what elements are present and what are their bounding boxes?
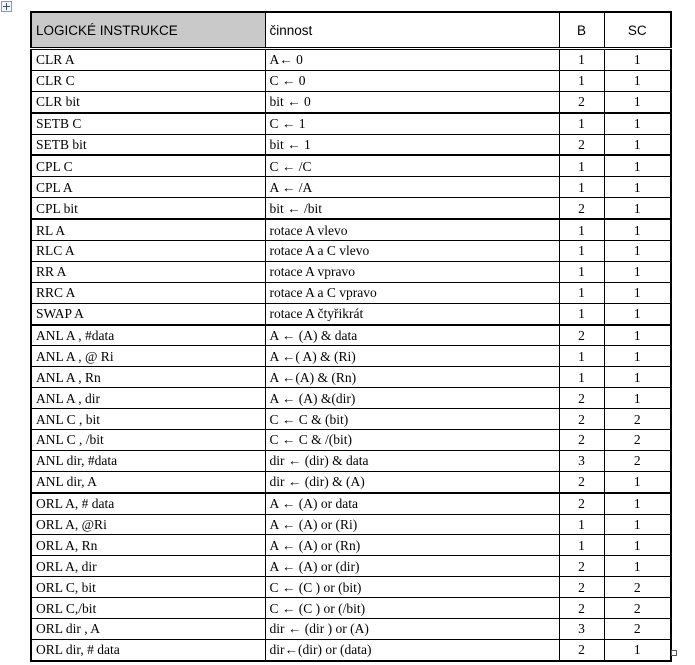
cycles-cell: 1: [604, 261, 671, 282]
instruction-cell: ORL dir, # data: [31, 639, 265, 660]
instruction-cell: CLR bit: [31, 91, 265, 112]
action-cell: dir ← (dir ) or (A): [265, 619, 559, 640]
table-row: [31, 619, 671, 640]
table-row: [31, 134, 671, 155]
cycles-cell: 1: [604, 155, 671, 176]
cycles-cell: 1: [604, 70, 671, 91]
cycles-cell: 1: [604, 241, 671, 262]
cycles-cell: 1: [604, 535, 671, 556]
table-row: [31, 577, 671, 598]
cycles-cell: 1: [604, 325, 671, 346]
instruction-cell: SETB bit: [31, 134, 265, 155]
bytes-cell: 1: [559, 367, 604, 388]
logic-instructions-table: [30, 11, 672, 662]
action-cell: dir ← (dir) & (A): [265, 471, 559, 492]
cycles-cell: 2: [604, 619, 671, 640]
bytes-cell: 1: [559, 241, 604, 262]
table-body: [31, 49, 671, 661]
instruction-cell: RL A: [31, 219, 265, 240]
action-cell: dir←(dir) or (data): [265, 639, 559, 660]
cycles-cell: 1: [604, 177, 671, 198]
table-header-row: [31, 12, 671, 49]
table-resize-handle[interactable]: [671, 650, 677, 656]
bytes-cell: 2: [559, 198, 604, 219]
action-cell: A ← (A) or (Rn): [265, 535, 559, 556]
table-row: [31, 198, 671, 219]
action-cell: bit ← 0: [265, 91, 559, 112]
instruction-cell: RLC A: [31, 241, 265, 262]
table-row: [31, 282, 671, 303]
header-bytes: B: [559, 12, 604, 49]
action-cell: C ← (C ) or (bit): [265, 577, 559, 598]
table-row: [31, 514, 671, 535]
action-cell: A ← (A) or data: [265, 493, 559, 514]
bytes-cell: 2: [559, 91, 604, 112]
instruction-cell: ANL dir, A: [31, 471, 265, 492]
table-row: [31, 535, 671, 556]
bytes-cell: 2: [559, 598, 604, 619]
header-cycles: SC: [604, 12, 671, 49]
table-row: [31, 409, 671, 430]
instruction-cell: ANL dir, #data: [31, 450, 265, 471]
action-cell: rotace A vpravo: [265, 261, 559, 282]
instruction-cell: ORL dir , A: [31, 619, 265, 640]
table-row: [31, 346, 671, 367]
action-cell: A ←( A) & (Ri): [265, 346, 559, 367]
instruction-cell: ANL C , /bit: [31, 430, 265, 451]
cycles-cell: 1: [604, 49, 671, 71]
bytes-cell: 2: [559, 639, 604, 660]
action-cell: A ← (A) &(dir): [265, 388, 559, 409]
cycles-cell: 1: [604, 471, 671, 492]
bytes-cell: 1: [559, 219, 604, 240]
bytes-cell: 2: [559, 577, 604, 598]
bytes-cell: 2: [559, 430, 604, 451]
action-cell: dir ← (dir) & data: [265, 450, 559, 471]
table-row: [31, 450, 671, 471]
cycles-cell: 1: [604, 282, 671, 303]
instruction-cell: CLR C: [31, 70, 265, 91]
instruction-cell: ANL A , Rn: [31, 367, 265, 388]
cycles-cell: 1: [604, 303, 671, 324]
action-cell: A ← (A) & data: [265, 325, 559, 346]
bytes-cell: 2: [559, 493, 604, 514]
bytes-cell: 3: [559, 450, 604, 471]
cycles-cell: 1: [604, 514, 671, 535]
action-cell: C ← C & /(bit): [265, 430, 559, 451]
instruction-cell: CPL A: [31, 177, 265, 198]
cycles-cell: 2: [604, 450, 671, 471]
bytes-cell: 2: [559, 134, 604, 155]
bytes-cell: 2: [559, 409, 604, 430]
table-row: [31, 493, 671, 514]
bytes-cell: 1: [559, 261, 604, 282]
action-cell: A ← (A) or (Ri): [265, 514, 559, 535]
bytes-cell: 1: [559, 535, 604, 556]
cycles-cell: 1: [604, 367, 671, 388]
cycles-cell: 1: [604, 556, 671, 577]
cycles-cell: 1: [604, 639, 671, 660]
action-cell: A ←(A) & (Rn): [265, 367, 559, 388]
table-row: [31, 471, 671, 492]
instruction-cell: SWAP A: [31, 303, 265, 324]
instruction-cell: ANL A , dir: [31, 388, 265, 409]
bytes-cell: 2: [559, 471, 604, 492]
bytes-cell: 3: [559, 619, 604, 640]
instruction-cell: ORL A, Rn: [31, 535, 265, 556]
instruction-cell: ORL A, # data: [31, 493, 265, 514]
bytes-cell: 1: [559, 155, 604, 176]
action-cell: rotace A vlevo: [265, 219, 559, 240]
table-row: [31, 49, 671, 71]
bytes-cell: 1: [559, 346, 604, 367]
action-cell: C ← /C: [265, 155, 559, 176]
cycles-cell: 2: [604, 430, 671, 451]
table-move-handle-icon[interactable]: [1, 1, 12, 12]
table-row: [31, 219, 671, 240]
bytes-cell: 1: [559, 113, 604, 134]
instruction-cell: RR A: [31, 261, 265, 282]
action-cell: bit ← /bit: [265, 198, 559, 219]
action-cell: C ← 1: [265, 113, 559, 134]
table-row: [31, 70, 671, 91]
instruction-cell: RRC A: [31, 282, 265, 303]
action-cell: rotace A a C vlevo: [265, 241, 559, 262]
table-row: [31, 155, 671, 176]
bytes-cell: 2: [559, 388, 604, 409]
instruction-cell: SETB C: [31, 113, 265, 134]
bytes-cell: 1: [559, 514, 604, 535]
cycles-cell: 1: [604, 493, 671, 514]
cycles-cell: 1: [604, 134, 671, 155]
table-row: [31, 177, 671, 198]
action-cell: A ← (A) or (dir): [265, 556, 559, 577]
action-cell: A← 0: [265, 49, 559, 71]
table-row: [31, 325, 671, 346]
cycles-cell: 1: [604, 388, 671, 409]
bytes-cell: 1: [559, 70, 604, 91]
bytes-cell: 2: [559, 325, 604, 346]
header-instructions: LOGICKÉ INSTRUKCE: [31, 12, 265, 49]
table-row: [31, 639, 671, 660]
action-cell: C ← C & (bit): [265, 409, 559, 430]
table-row: [31, 113, 671, 134]
table-row: [31, 241, 671, 262]
table-row: [31, 91, 671, 112]
action-cell: rotace A čtyřikrát: [265, 303, 559, 324]
cycles-cell: 1: [604, 113, 671, 134]
table-row: [31, 598, 671, 619]
table-row: [31, 388, 671, 409]
instruction-cell: CPL bit: [31, 198, 265, 219]
action-cell: bit ← 1: [265, 134, 559, 155]
bytes-cell: 1: [559, 49, 604, 71]
table-row: [31, 261, 671, 282]
instruction-cell: ANL A , @ Ri: [31, 346, 265, 367]
cycles-cell: 2: [604, 409, 671, 430]
cycles-cell: 1: [604, 198, 671, 219]
table-row: [31, 430, 671, 451]
action-cell: C ← (C ) or (/bit): [265, 598, 559, 619]
bytes-cell: 2: [559, 556, 604, 577]
instruction-cell: CPL C: [31, 155, 265, 176]
bytes-cell: 1: [559, 303, 604, 324]
cycles-cell: 2: [604, 577, 671, 598]
header-action: činnost: [265, 12, 559, 49]
instruction-cell: ORL A, @Ri: [31, 514, 265, 535]
cycles-cell: 1: [604, 91, 671, 112]
action-cell: C ← 0: [265, 70, 559, 91]
cycles-cell: 1: [604, 219, 671, 240]
instruction-cell: ORL C, bit: [31, 577, 265, 598]
bytes-cell: 1: [559, 177, 604, 198]
instruction-cell: ORL A, dir: [31, 556, 265, 577]
instruction-cell: ANL C , bit: [31, 409, 265, 430]
action-cell: A ← /A: [265, 177, 559, 198]
action-cell: rotace A a C vpravo: [265, 282, 559, 303]
instruction-cell: ORL C,/bit: [31, 598, 265, 619]
table-row: [31, 367, 671, 388]
table-row: [31, 556, 671, 577]
cycles-cell: 1: [604, 346, 671, 367]
instruction-cell: CLR A: [31, 49, 265, 71]
instruction-cell: ANL A , #data: [31, 325, 265, 346]
cycles-cell: 2: [604, 598, 671, 619]
bytes-cell: 1: [559, 282, 604, 303]
table-row: [31, 303, 671, 324]
